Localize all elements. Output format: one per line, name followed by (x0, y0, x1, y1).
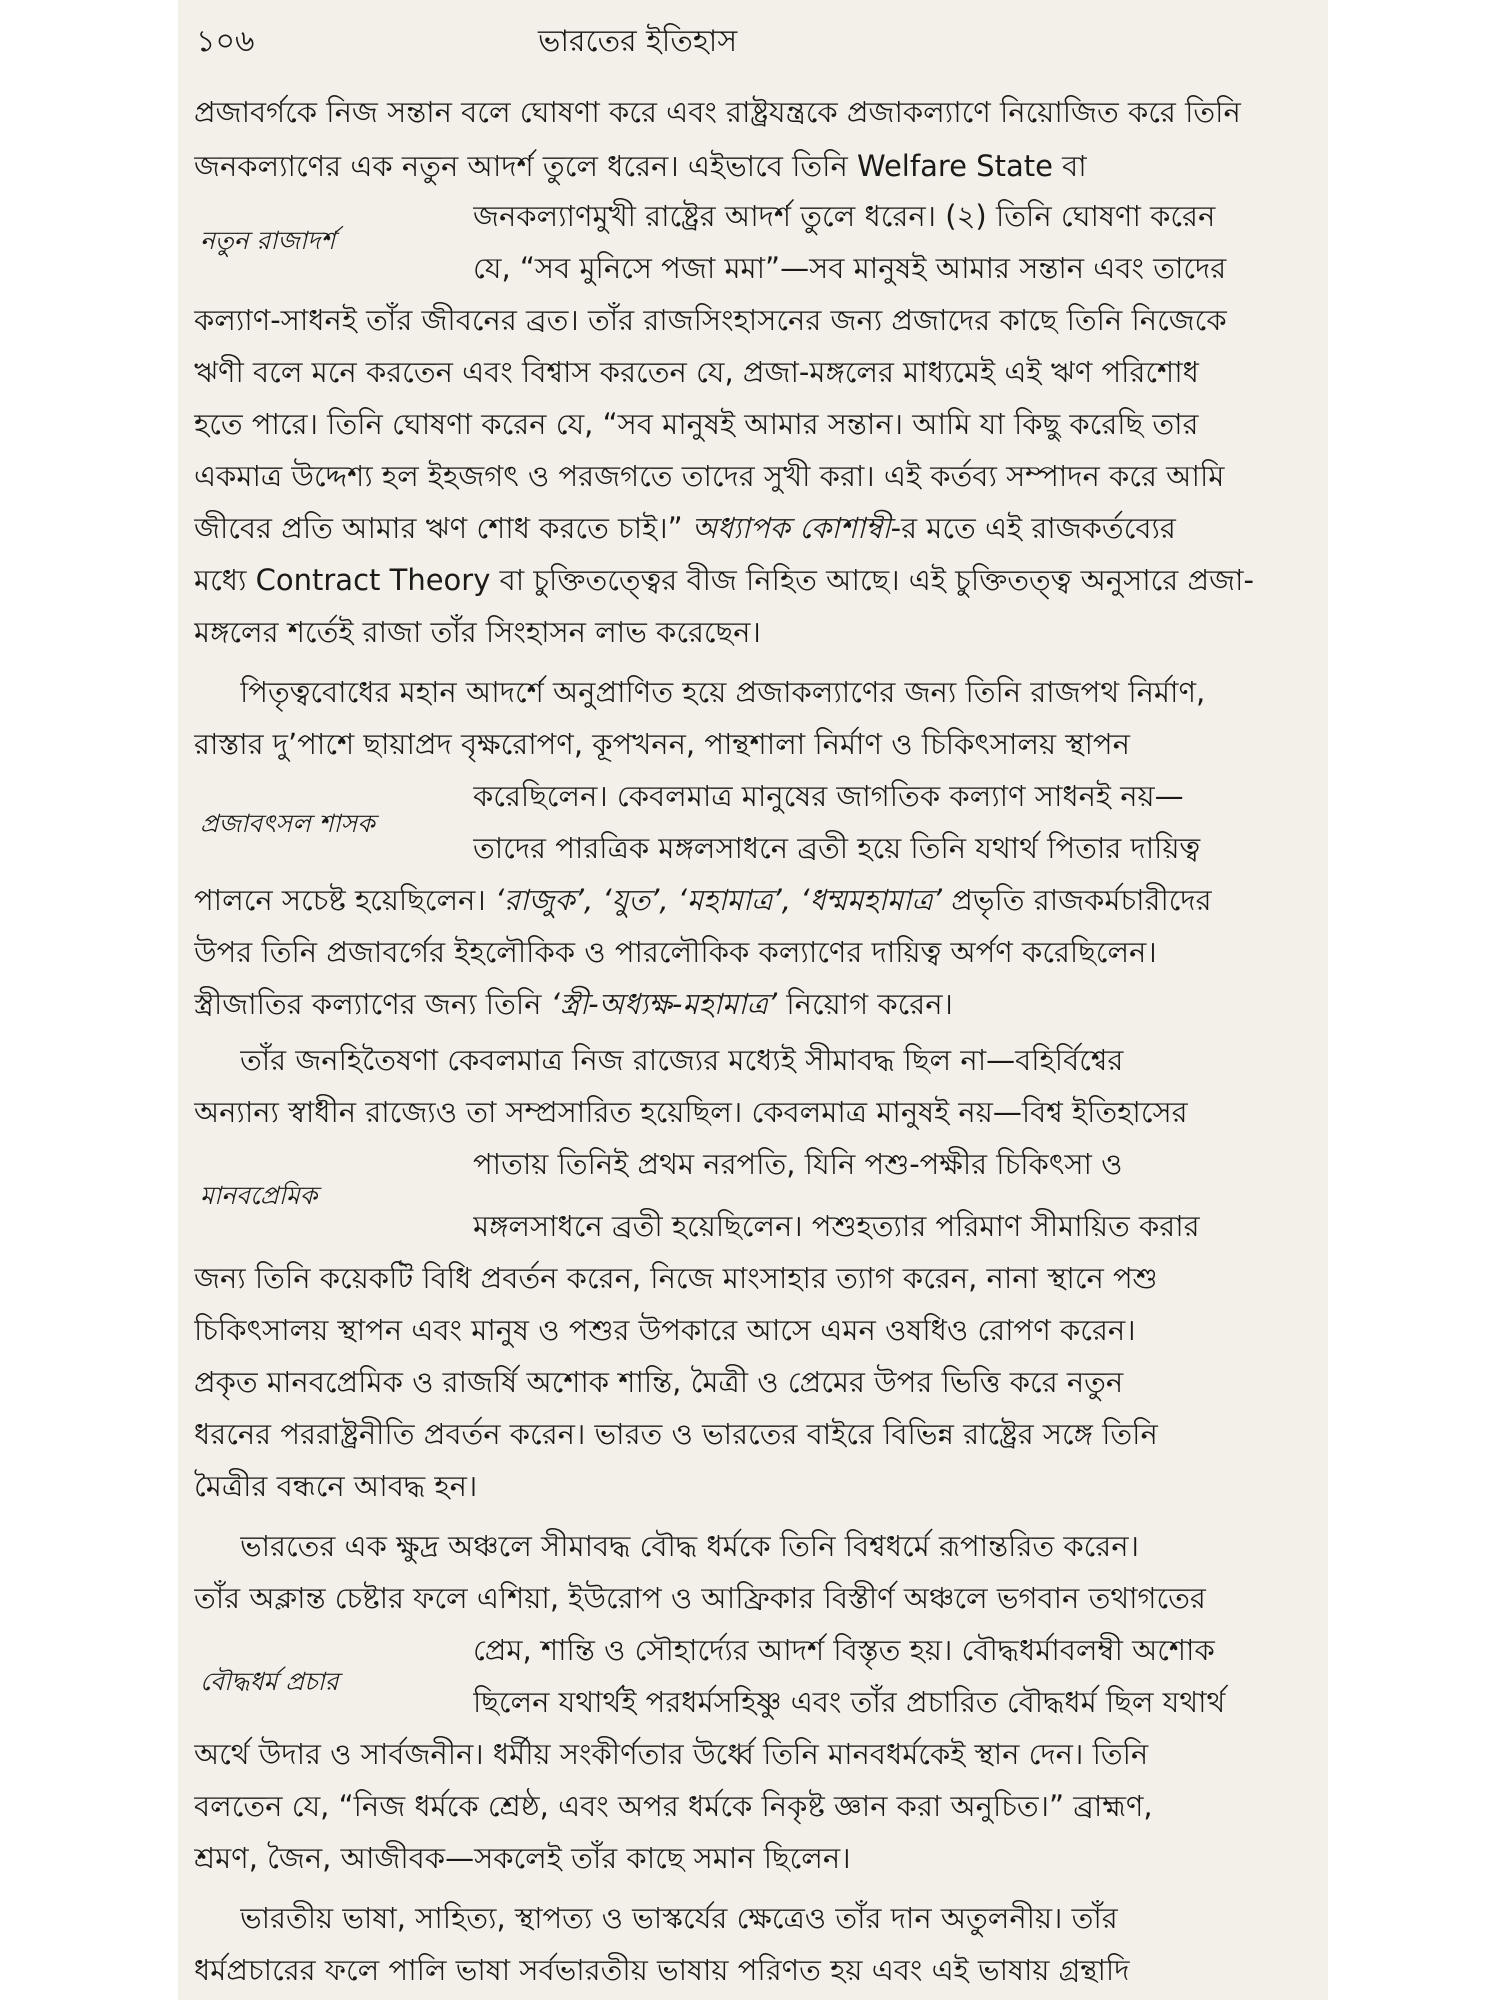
text-line: মঙ্গলসাধনে ব্রতী হয়েছিলেন। পশুহত্যার পরিমাণ সীমায়িত করার (473, 1209, 1200, 1243)
margin-note-humanitarian: মানবপ্রেমিক (200, 1181, 318, 1210)
text-fragment: প্রভৃতি রাজকর্মচারীদের (942, 883, 1212, 917)
text-fragment: পালনে সচেষ্ট হয়েছিলেন। (194, 883, 495, 917)
text-line: বলতেন যে, “নিজ ধর্মকে শ্রেষ্ঠ, এবং অপর ধর্মকে নিকৃষ্ট জ্ঞান করা অনুচিত।” ব্রাহ্মণ, (194, 1789, 1153, 1823)
margin-note-benevolent-ruler: প্রজাবৎসল শাসক (200, 809, 375, 838)
text-line: অন্যান্য স্বাধীন রাজ্যেও তা সম্প্রসারিত হয়েছিল। কেবলমাত্র মানুষই নয়—বিশ্ব ইতিহাসের (194, 1095, 1188, 1129)
text-line: জনকল্যাণমুখী রাষ্ট্রের আদর্শ তুলে ধরেন। (২) তিনি ঘোষণা করেন (473, 199, 1216, 233)
text-line: পিতৃত্ববোধের মহান আদর্শে অনুপ্রাণিত হয়ে প্রজাকল্যাণের জন্য তিনি রাজপথ নির্মাণ, (240, 675, 1206, 709)
text-line (194, 508, 1294, 548)
running-title: ভারতের ইতিহাস (538, 24, 738, 59)
text-line: ভারতের এক ক্ষুদ্র অঞ্চলে সীমাবদ্ধ বৌদ্ধ ধর্মকে তিনি বিশ্বধর্মে রূপান্তরিত করেন। (240, 1529, 1139, 1563)
text-line: একমাত্র উদ্দেশ্য হল ইহজগৎ ও পরজগতে তাদের সুখী করা। এই কর্তব্য সম্পাদন করে আমি (194, 459, 1225, 493)
text-fragment: স্ত্রীজাতির কল্যাণের জন্য তিনি (194, 987, 551, 1021)
text-line: তাঁর জনহিতৈষণা কেবলমাত্র নিজ রাজ্যের মধ্যেই সীমাবদ্ধ ছিল না—বহির্বিশ্বের (240, 1043, 1124, 1077)
text-line: কল্যাণ-সাধনই তাঁর জীবনের ব্রত। তাঁর রাজসিংহাসনের জন্য প্রজাদের কাছে তিনি নিজেকে (194, 303, 1227, 337)
text-fragment: -র মতে এই রাজকর্তব্যের (890, 511, 1176, 545)
page-number: ১০৬ (196, 24, 255, 59)
text-line: শ্রমণ, জৈন, আজীবক—সকলেই তাঁর কাছে সমান ছিলেন। (194, 1841, 851, 1875)
text-line: ছিলেন যথার্থই পরধর্মসহিষ্ণু এবং তাঁর প্রচারিত বৌদ্ধধর্ম ছিল যথার্থ (473, 1685, 1226, 1719)
text-line: প্রজাবর্গকে নিজ সন্তান বলে ঘোষণা করে এবং রাষ্ট্রযন্ত্রকে প্রজাকল্যাণে নিয়োজিত করে তিনি (194, 95, 1241, 129)
text-line: জন্য তিনি কয়েকটি বিধি প্রবর্তন করেন, নিজে মাংসাহার ত্যাগ করেন, নানা স্থানে পশু (194, 1261, 1158, 1295)
text-line: পাতায় তিনিই প্রথম নরপতি, যিনি পশু-পক্ষীর চিকিৎসা ও (473, 1147, 1123, 1181)
text-line: জনকল্যাণের এক নতুন আদর্শ তুলে ধরেন। এইভাবে তিনি Welfare State বা (194, 149, 1087, 183)
margin-note-new-ideal: নতুন রাজাদর্শ (200, 226, 336, 255)
text-line: করেছিলেন। কেবলমাত্র মানুষের জাগতিক কল্যাণ সাধনই নয়— (473, 779, 1184, 813)
text-line: ধরনের পররাষ্ট্রনীতি প্রবর্তন করেন। ভারত ও ভারতের বাইরে বিভিন্ন রাষ্ট্রের সঙ্গে তিনি (194, 1417, 1158, 1451)
text-line: মঙ্গলের শর্তেই রাজা তাঁর সিংহাসন লাভ করেছেন। (194, 615, 761, 649)
text-fragment: জীবের প্রতি আমার ঋণ শোধ করতে চাই।” (194, 511, 692, 545)
margin-note-buddhism-propagation: বৌদ্ধধর্ম প্রচার (200, 1667, 339, 1696)
text-line: চিকিৎসালয় স্থাপন এবং মানুষ ও পশুর উপকারে আসে এমন ওষধিও রোপণ করেন। (194, 1313, 1136, 1347)
text-line (194, 880, 1294, 920)
text-line: প্রেম, শান্তি ও সৌহার্দ্যের আদর্শ বিস্তৃত হয়। বৌদ্ধধর্মাবলম্বী অশোক (473, 1633, 1215, 1667)
text-fragment: নিয়োগ করেন। (777, 987, 953, 1021)
text-line: ঋণী বলে মনে করতেন এবং বিশ্বাস করতেন যে, প্রজা-মঙ্গলের মাধ্যমেই এই ঋণ পরিশোধ (194, 355, 1199, 389)
text-line (194, 984, 1294, 1024)
text-line: যে, “সব মুনিসে পজা মমা”—সব মানুষই আমার সন্তান এবং তাদের (473, 251, 1227, 285)
book-page (178, 0, 1328, 2000)
text-line: ধর্মপ্রচারের ফলে পালি ভাষা সর্বভারতীয় ভাষায় পরিণত হয় এবং এই ভাষায় গ্রন্থাদি (194, 1953, 1130, 1987)
text-line: মধ্যে Contract Theory বা চুক্তিতত্ত্বের বীজ নিহিত আছে। এই চুক্তিতত্ত্ব অনুসারে প্রজা- (194, 563, 1254, 597)
italic-name: অধ্যাপক কোশাম্বী (691, 511, 891, 545)
text-line: তাদের পারত্রিক মঙ্গলসাধনে ব্রতী হয়ে তিনি যথার্থ পিতার দায়িত্ব (473, 831, 1201, 865)
italic-term: ‘স্ত্রী-অধ্যক্ষ-মহামাত্র’ (550, 987, 778, 1021)
italic-terms: ‘রাজুক’, ‘যুত’, ‘মহামাত্র’, ‘ধম্মমহামাত্র’ (494, 883, 942, 917)
text-line: উপর তিনি প্রজাবর্গের ইহলৌকিক ও পারলৌকিক কল্যাণের দায়িত্ব অর্পণ করেছিলেন। (194, 935, 1157, 969)
text-line: তাঁর অক্লান্ত চেষ্টার ফলে এশিয়া, ইউরোপ ও আফ্রিকার বিস্তীর্ণ অঞ্চলে ভগবান তথাগতের (194, 1581, 1206, 1615)
text-line: প্রকৃত মানবপ্রেমিক ও রাজর্ষি অশোক শান্তি, মৈত্রী ও প্রেমের উপর ভিত্তি করে নতুন (194, 1365, 1124, 1399)
text-line: রাস্তার দু’পাশে ছায়াপ্রদ বৃক্ষরোপণ, কূপখনন, পান্থশালা নির্মাণ ও চিকিৎসালয় স্থাপন (194, 727, 1130, 761)
text-line: ভারতীয় ভাষা, সাহিত্য, স্থাপত্য ও ভাস্কর্যের ক্ষেত্রেও তাঁর দান অতুলনীয়। তাঁর (240, 1901, 1118, 1935)
text-line: অর্থে উদার ও সার্বজনীন। ধর্মীয় সংকীর্ণতার উর্ধ্বে তিনি মানবধর্মকেই স্থান দেন। তিনি (194, 1737, 1149, 1771)
text-line: হতে পারে। তিনি ঘোষণা করেন যে, “সব মানুষই আমার সন্তান। আমি যা কিছু করেছি তার (194, 407, 1199, 441)
text-line: মৈত্রীর বন্ধনে আবদ্ধ হন। (194, 1469, 478, 1503)
